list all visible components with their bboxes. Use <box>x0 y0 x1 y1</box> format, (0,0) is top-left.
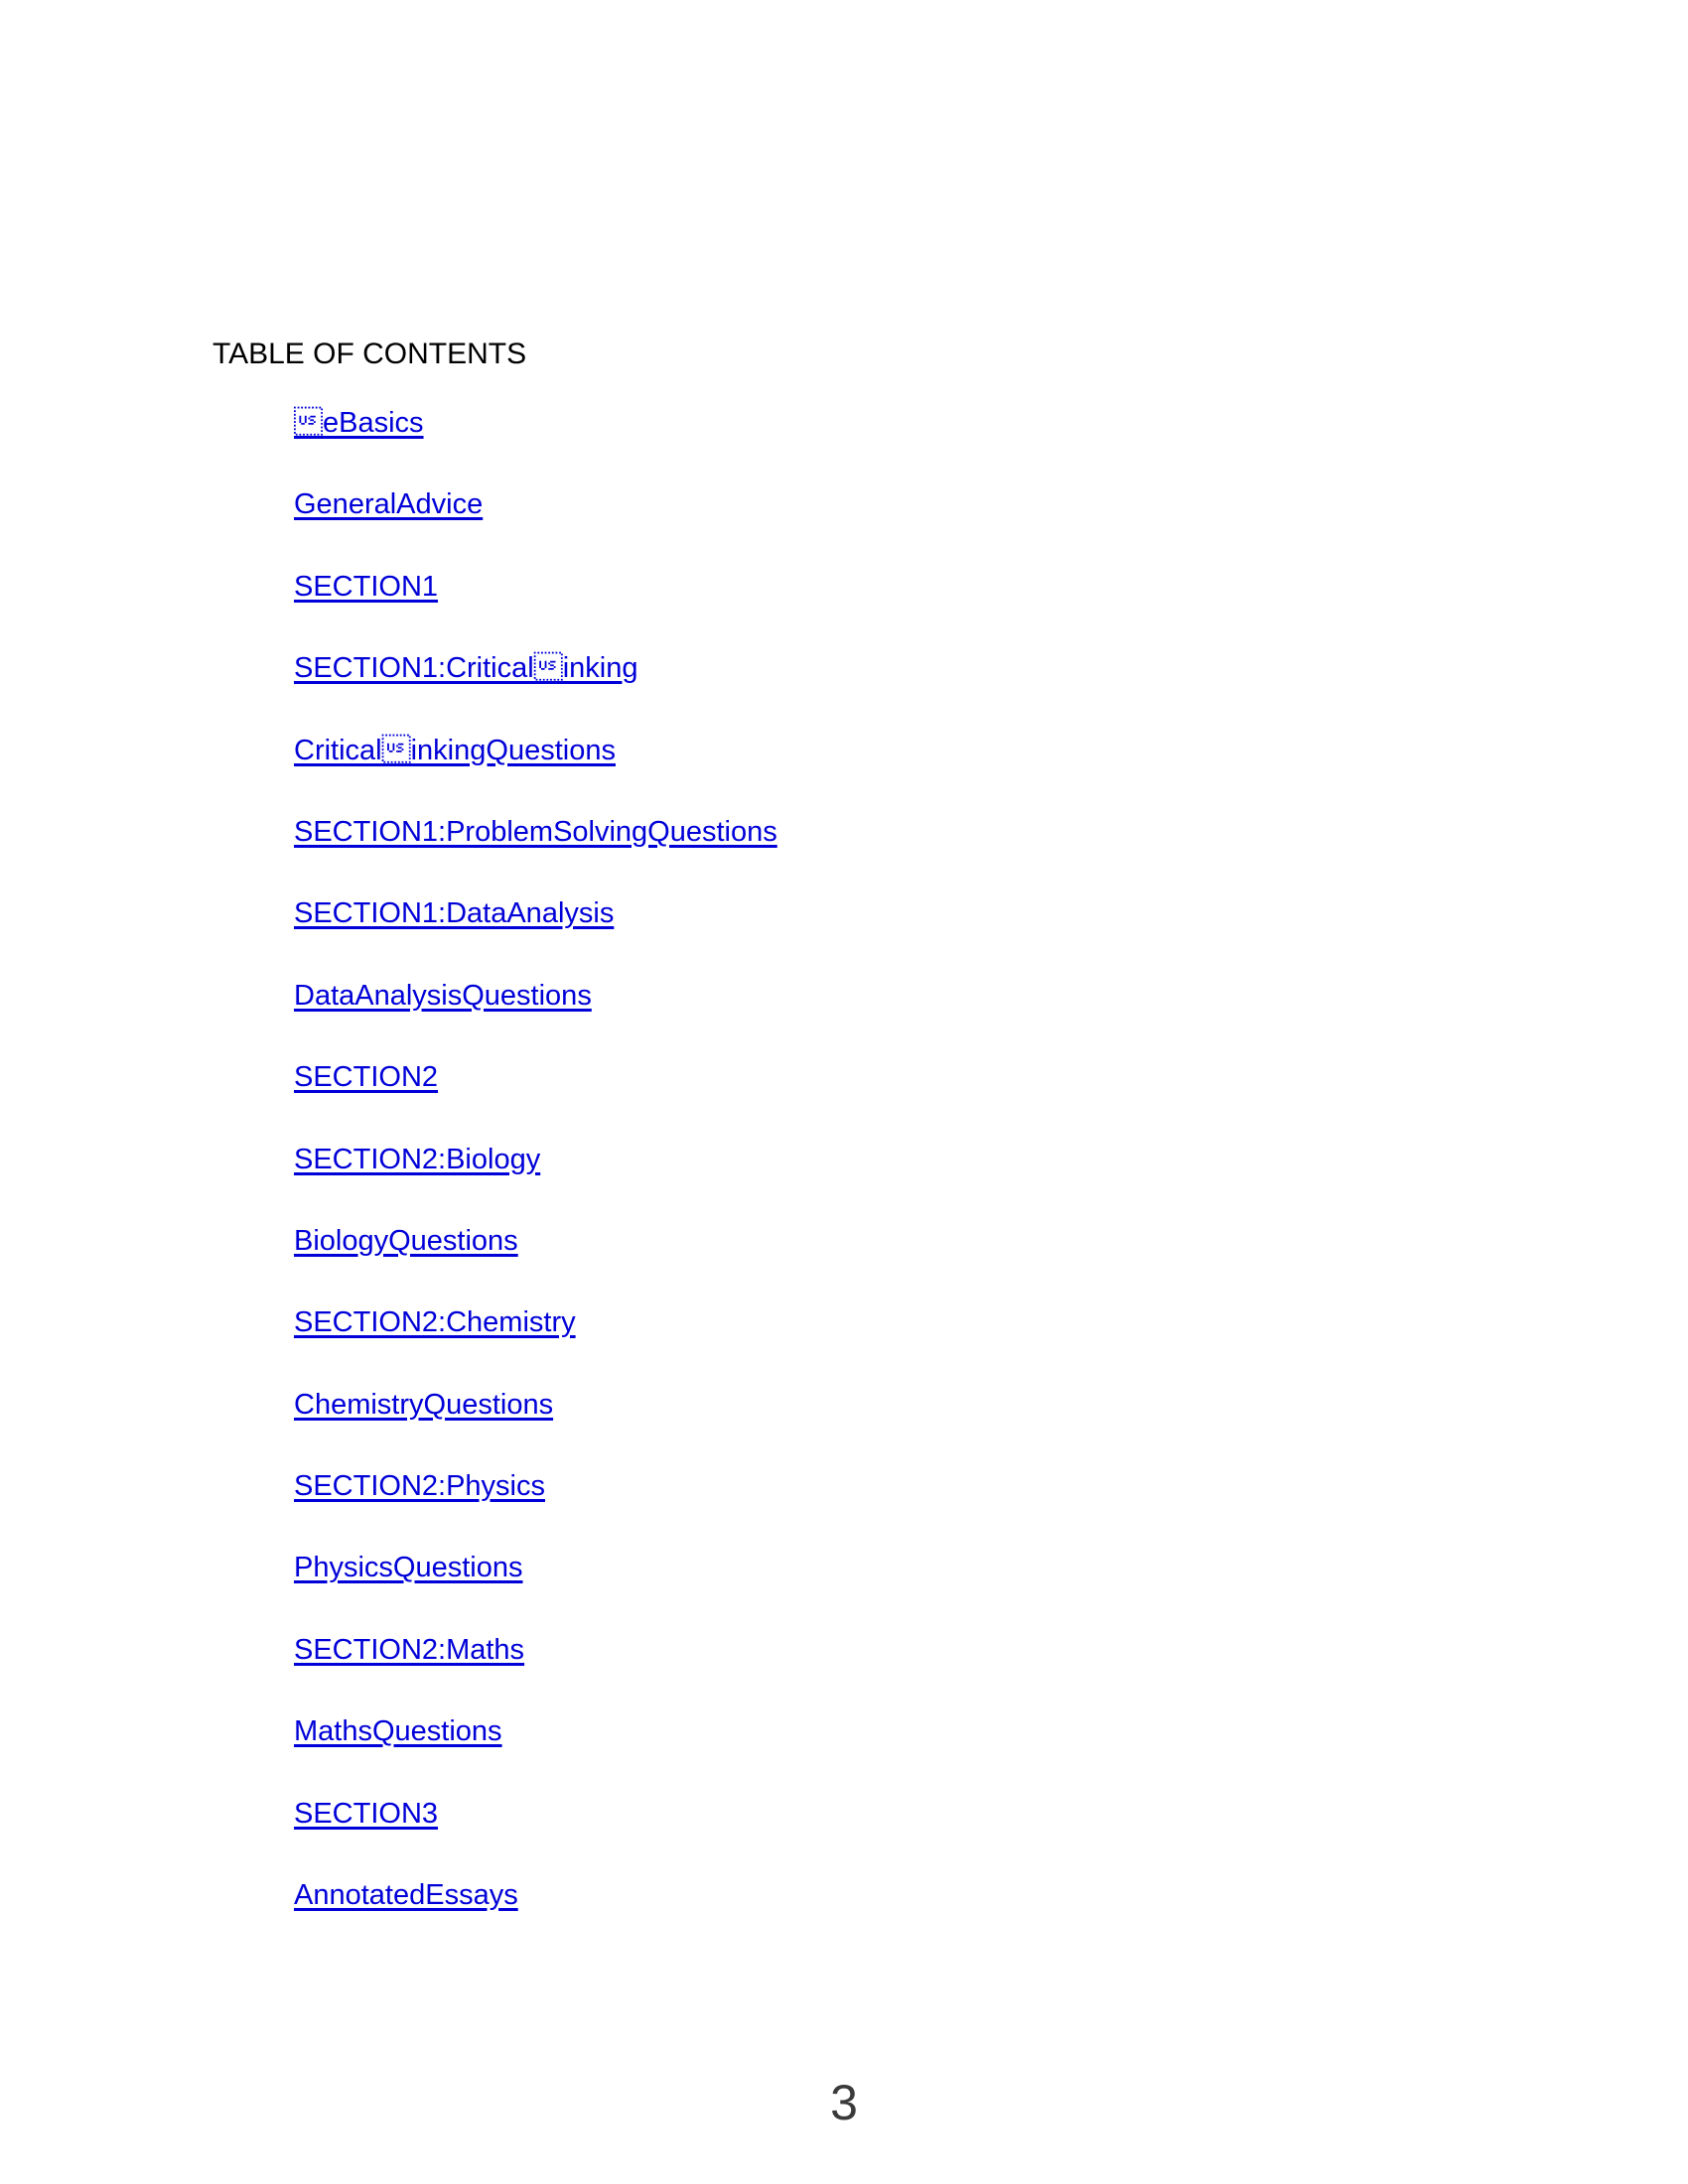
toc-item-section2-chemistry <box>294 1302 777 1384</box>
toc-item-physics-questions <box>294 1548 777 1629</box>
toc-link-section2-maths[interactable]: SECTION2:Maths <box>294 1633 525 1666</box>
toc-item-section2-physics <box>294 1466 777 1548</box>
toc-link-annotated-essays[interactable]: AnnotatedEssays <box>294 1879 518 1912</box>
toc-link-data-analysis-questions[interactable]: DataAnalysisQuestions <box>294 979 592 1012</box>
toc-link-section1[interactable]: SECTION1 <box>294 570 439 603</box>
toc-link-section3[interactable]: SECTION3 <box>294 1797 439 1830</box>
toc-item-biology-questions <box>294 1221 777 1302</box>
toc-link-biology-questions[interactable]: BiologyQuestions <box>294 1224 518 1257</box>
toc-item-data-analysis-questions <box>294 976 777 1057</box>
toc-item-annotated-essays <box>294 1875 777 1957</box>
toc-link-section2-biology[interactable]: SECTION2:Biology <box>294 1143 541 1175</box>
toc-item-general-advice <box>294 484 777 566</box>
toc-link-chemistry-questions[interactable]: ChemistryQuestions <box>294 1388 554 1421</box>
toc-link-general-advice[interactable]: GeneralAdvice <box>294 488 484 521</box>
toc-link-section2[interactable]: SECTION2 <box>294 1061 439 1094</box>
toc-link-maths-questions[interactable]: MathsQuestions <box>294 1715 502 1748</box>
toc-item-section3 <box>294 1794 777 1875</box>
toc-link-section2-physics[interactable]: SECTION2:Physics <box>294 1470 545 1503</box>
toc-link-section2-chemistry[interactable]: SECTION2:Chemistry <box>294 1306 576 1339</box>
toc-item-section1-critical-thinking <box>294 648 777 730</box>
toc-link-section1-problem-solving-questions[interactable]: SECTION1:ProblemSolvingQuestions <box>294 815 777 848</box>
toc-item-critical-thinking-questions <box>294 731 777 812</box>
toc-link-critical-thinking-questions[interactable]: Critical inkingQuestions <box>294 734 616 766</box>
toc-heading: TABLE OF CONTENTS <box>212 338 527 370</box>
toc-link-physics-questions[interactable]: PhysicsQuestions <box>294 1552 523 1584</box>
toc-item-section2-maths <box>294 1630 777 1711</box>
toc-list <box>294 403 777 1957</box>
toc-item-chemistry-questions <box>294 1385 777 1466</box>
toc-item-section1 <box>294 567 777 648</box>
toc-item-the-basics <box>294 403 777 484</box>
toc-item-maths-questions <box>294 1711 777 1793</box>
toc-item-section1-data-analysis <box>294 893 777 975</box>
toc-link-section1-critical-thinking[interactable]: SECTION1:Critical inking <box>294 652 638 685</box>
toc-link-the-basics[interactable]: eBasics <box>294 407 424 439</box>
page-number: 3 <box>830 2075 858 2130</box>
toc-item-section1-problem-solving-questions <box>294 812 777 893</box>
toc-item-section2-biology <box>294 1140 777 1221</box>
toc-link-section1-data-analysis[interactable]: SECTION1:DataAnalysis <box>294 897 615 930</box>
toc-item-section2 <box>294 1057 777 1139</box>
